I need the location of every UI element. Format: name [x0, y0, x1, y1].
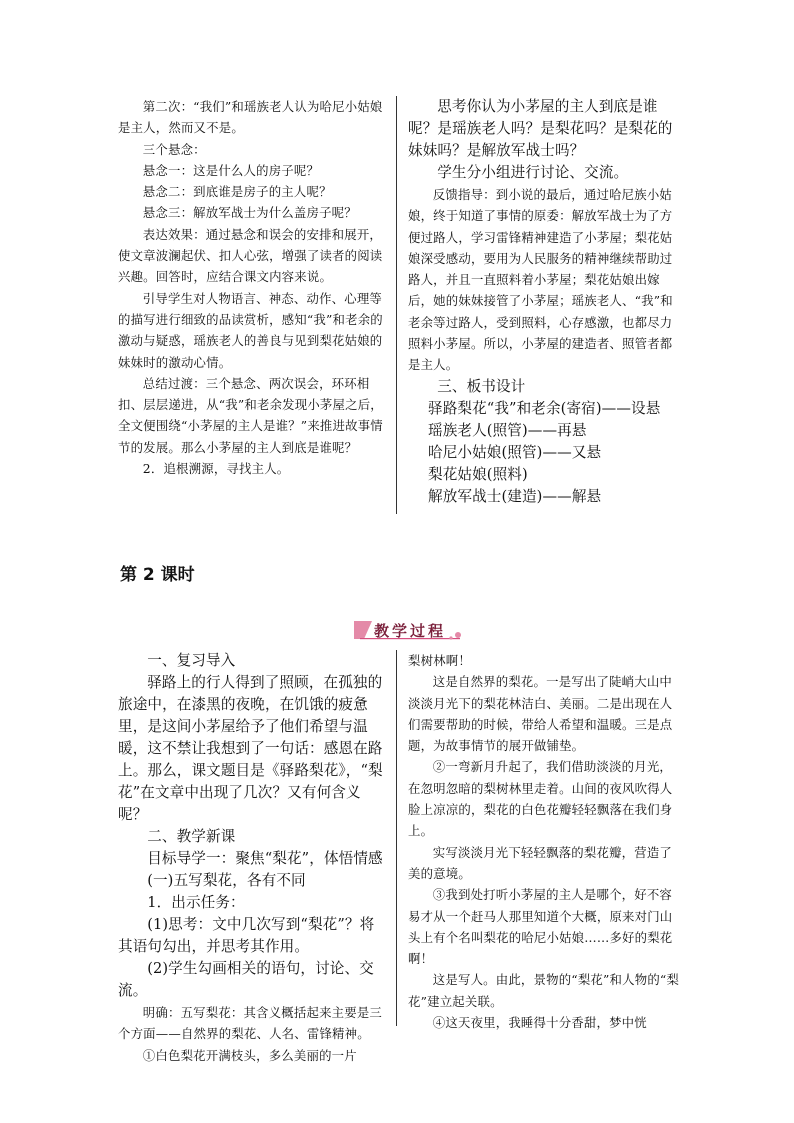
bottom-left-column	[118, 650, 388, 1066]
paragraph: 反馈指导：到小说的最后，通过哈尼族小姑娘，终于知道了事情的原委：解放军战士为了方便过路人，学习雷锋精神建造了小茅屋；梨花姑娘深受感动，要用为人民服务的精神继续帮助过路人，并且一直照料着小茅屋；梨花姑娘出嫁后，她的妹妹接管了小茅屋；瑶族老人、“我”和老余等过路人，受到照料，心存感激，也都尽力照料小茅屋。所以，小茅屋的建造者、照管者都是主人。	[408, 187, 673, 373]
section-title: 第 2 课时	[120, 565, 195, 585]
paragraph: (1)思考：文中几次写到“梨花”？将其语句勾出，并思考其作用。	[118, 916, 375, 955]
paragraph: 悬念一：这是什么人的房子呢？	[142, 162, 320, 178]
paragraph: 表达效果：通过悬念和误会的安排和展开，使文章波澜起伏、扣人心弦，增强了读者的阅读兴趣。回答时，应结合课文内容来说。	[118, 226, 383, 285]
paragraph: (2)学生勾画相关的语句，讨论、交流。	[118, 960, 374, 999]
paragraph: 驿路梨花“我”和老余(寄宿)——设悬	[428, 399, 661, 417]
paragraph: 哈尼小姑娘(照管)——又悬	[428, 443, 602, 461]
paragraph: 第二次：“我们”和瑶族老人认为哈尼小姑娘是主人，然而又不是。	[118, 99, 383, 136]
paragraph: 瑶族老人(照管)——再悬	[428, 421, 587, 439]
paragraph: 实写淡淡月光下轻轻飘落的梨花瓣，营造了美的意境。	[408, 844, 673, 881]
bottom-right-column	[408, 650, 680, 1033]
paragraph: 梨花姑娘(照料)	[428, 465, 528, 483]
teaching-process-banner	[354, 619, 464, 641]
paragraph: 引导学生对人物语言、神态、动作、心理等的描写进行细致的品读赏析，感知“我”和老余的激动与疑惑，瑶族老人的善良与见到梨花姑娘的妹妹时的激动心情。	[118, 290, 383, 370]
paragraph: (一)五写梨花，各有不同	[147, 872, 306, 889]
banner-label: 教学过程	[374, 622, 447, 640]
paragraph: ④这天夜里，我睡得十分香甜，梦中恍	[432, 1015, 647, 1031]
paragraph: 明确：五写梨花：其含义概括起来主要是三个方面——自然界的梨花、人名、雷锋精神。	[118, 1005, 383, 1042]
paragraph: 二、教学新课	[147, 828, 236, 845]
paragraph: 思考你认为小茅屋的主人到底是谁呢？是瑶族老人吗？是梨花吗？是梨花的妹妹吗？是解放军战士吗？	[408, 98, 673, 159]
paragraph: 三、板书设计	[437, 377, 526, 395]
paragraph: 2．追根溯源，寻找主人。	[142, 461, 290, 477]
paragraph: 三个悬念：	[142, 141, 206, 157]
paragraph: 目标导学一：聚焦“梨花”，体悟情感	[147, 850, 383, 867]
paragraph: ①白色梨花开满枝头，多么美丽的一片	[142, 1047, 357, 1063]
top-left-column	[118, 96, 388, 479]
paragraph: 总结过渡：三个悬念、两次误会，环环相扣、层层递进，从“我”和老余发现小茅屋之后，全文便围绕“小茅屋的主人是谁？”来推进故事情节的发展。那么小茅屋的主人到底是谁呢？	[118, 375, 383, 455]
paragraph: ③我到处打听小茅屋的主人是哪个，好不容易才从一个赶马人那里知道个大概，原来对门山头上有个名叫梨花的哈尼小姑娘……多好的梨花啊！	[408, 887, 673, 967]
paragraph: 悬念二：到底谁是房子的主人呢？	[142, 184, 332, 200]
paragraph: 驿路上的行人得到了照顾，在孤独的旅途中，在漆黑的夜晚，在饥饿的疲惫里，是这间小茅屋给予了他们希望与温暖，这不禁让我想到了一句话：感恩在路上。那么，课文题目是《驿路梨花》，“梨花”在文章中出现了几次？又有何含义呢？	[118, 674, 383, 823]
column-divider-top	[396, 96, 397, 514]
column-divider-bottom	[396, 650, 397, 1026]
paragraph: 一、复习导入	[147, 652, 236, 669]
paragraph: 学生分小组进行讨论、交流。	[437, 164, 629, 181]
paragraph: 悬念三：解放军战士为什么盖房子呢？	[142, 205, 357, 221]
paragraph: 这是自然界的梨花。一是写出了陡峭大山中淡淡月光下的梨花林洁白、美丽。二是出现在人们需要帮助的时候，带给人希望和温暖。三是点题，为故事情节的展开做铺垫。	[408, 674, 673, 754]
paragraph: 这是写人。由此，景物的“梨花”和人物的“梨花”建立起关联。	[408, 972, 680, 1009]
top-right-column	[408, 96, 680, 508]
paragraph: 解放军战士(建造)——解悬	[428, 487, 602, 505]
paragraph: 1．出示任务：	[147, 894, 245, 911]
paragraph: 梨树林啊！	[408, 653, 471, 668]
paragraph: ②一弯新月升起了，我们借助淡淡的月光，在忽明忽暗的梨树林里走着。山间的夜风吹得人脸上凉凉的，梨花的白色花瓣轻轻飘落在我们身上。	[408, 759, 673, 839]
